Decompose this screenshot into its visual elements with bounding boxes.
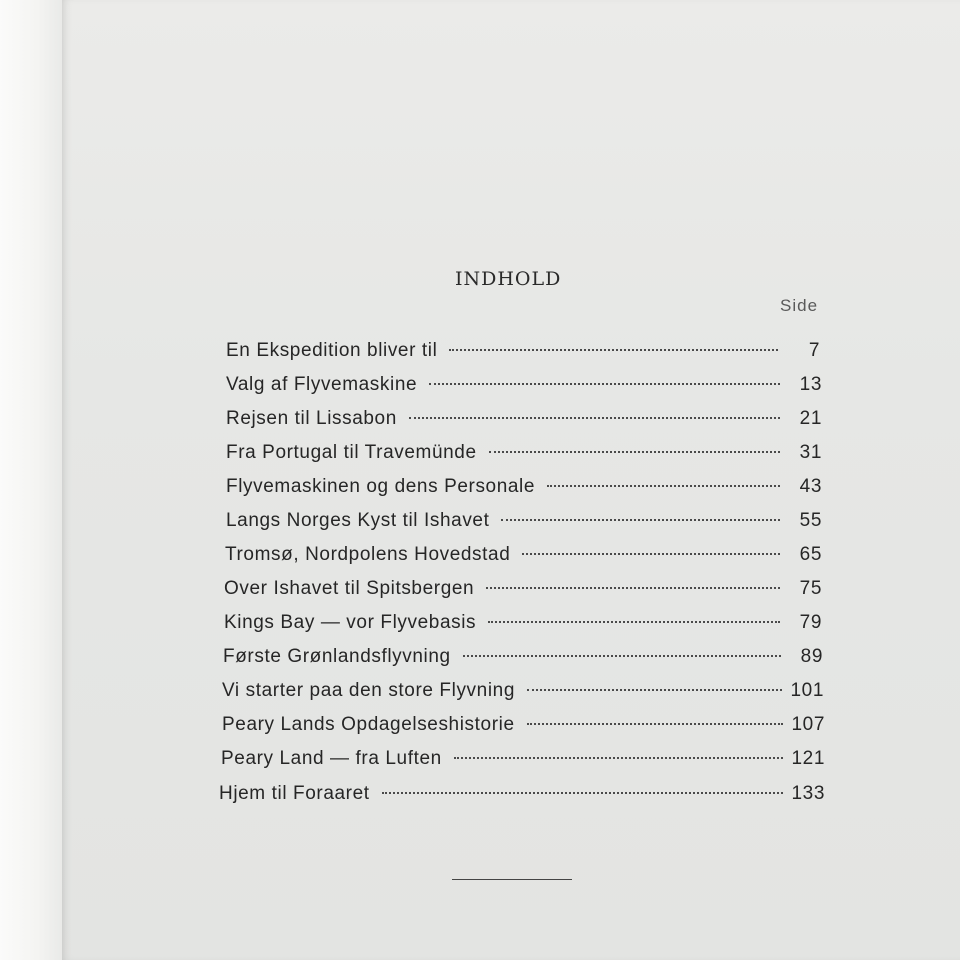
dot-leader bbox=[454, 757, 783, 759]
toc-entry-page: 107 bbox=[791, 714, 825, 735]
toc-entry-title: Hjem til Foraaret bbox=[219, 783, 370, 804]
dot-leader bbox=[527, 689, 782, 691]
toc-entry-page: 101 bbox=[790, 680, 824, 701]
toc-entry bbox=[222, 714, 825, 740]
dot-leader bbox=[522, 553, 780, 555]
toc-entry-page: 89 bbox=[800, 646, 823, 667]
toc-entry bbox=[221, 748, 825, 774]
toc-entry-page: 121 bbox=[791, 748, 825, 769]
dot-leader bbox=[429, 383, 780, 385]
toc-entry-page: 7 bbox=[808, 340, 820, 361]
toc-entry-title: Peary Land — fra Luften bbox=[221, 748, 442, 769]
toc-entry bbox=[226, 476, 822, 502]
toc-entry-title: Vi starter paa den store Flyvning bbox=[222, 680, 515, 701]
toc-entry-title: Fra Portugal til Travemünde bbox=[226, 442, 477, 463]
toc-entry-title: Langs Norges Kyst til Ishavet bbox=[226, 510, 490, 531]
toc-entry bbox=[226, 408, 822, 434]
toc-entry bbox=[226, 510, 822, 536]
toc-entry-title: Kings Bay — vor Flyvebasis bbox=[224, 612, 477, 633]
toc-entry-title: Valg af Flyvemaskine bbox=[226, 374, 418, 395]
toc-entry-page: 31 bbox=[799, 442, 822, 463]
toc-entry-title: Peary Lands Opdagelseshistorie bbox=[222, 714, 515, 735]
dot-leader bbox=[488, 621, 780, 623]
dot-leader bbox=[449, 349, 778, 351]
toc-entry bbox=[226, 340, 820, 366]
toc-entry bbox=[225, 544, 822, 570]
contents-heading: INDHOLD bbox=[455, 268, 562, 290]
toc-entry-page: 75 bbox=[799, 578, 822, 599]
dot-leader bbox=[463, 655, 781, 657]
dot-leader bbox=[489, 451, 780, 453]
toc-entry bbox=[224, 578, 822, 604]
dot-leader bbox=[501, 519, 780, 521]
toc-entry bbox=[223, 646, 823, 672]
toc-entry bbox=[222, 680, 824, 706]
page-column-label: Side bbox=[780, 296, 819, 315]
toc-entry-page: 55 bbox=[799, 510, 822, 531]
toc-entry-title: Rejsen til Lissabon bbox=[226, 408, 397, 429]
toc-entry-title: Flyvemaskinen og dens Personale bbox=[226, 476, 536, 497]
toc-entry bbox=[219, 783, 825, 809]
closing-rule bbox=[452, 879, 572, 880]
toc-entry bbox=[226, 442, 822, 468]
toc-entry-page: 133 bbox=[791, 783, 825, 804]
toc-entry bbox=[224, 612, 822, 638]
toc-entry-title: En Ekspedition bliver til bbox=[226, 340, 438, 361]
toc-entry-title: Første Grønlandsflyvning bbox=[223, 646, 451, 667]
dot-leader bbox=[547, 485, 780, 487]
toc-entry-title: Tromsø, Nordpolens Hovedstad bbox=[225, 544, 511, 565]
toc-entry bbox=[226, 374, 822, 400]
toc-entry-page: 79 bbox=[799, 612, 822, 633]
toc-entry-page: 13 bbox=[799, 374, 822, 395]
toc-entry-title: Over Ishavet til Spitsbergen bbox=[224, 578, 475, 599]
dot-leader bbox=[382, 792, 783, 794]
dot-leader bbox=[527, 723, 783, 725]
toc-entry-page: 21 bbox=[799, 408, 822, 429]
toc-entry-page: 43 bbox=[799, 476, 822, 497]
dot-leader bbox=[486, 587, 780, 589]
dot-leader bbox=[409, 417, 780, 419]
toc-entry-page: 65 bbox=[799, 544, 822, 565]
